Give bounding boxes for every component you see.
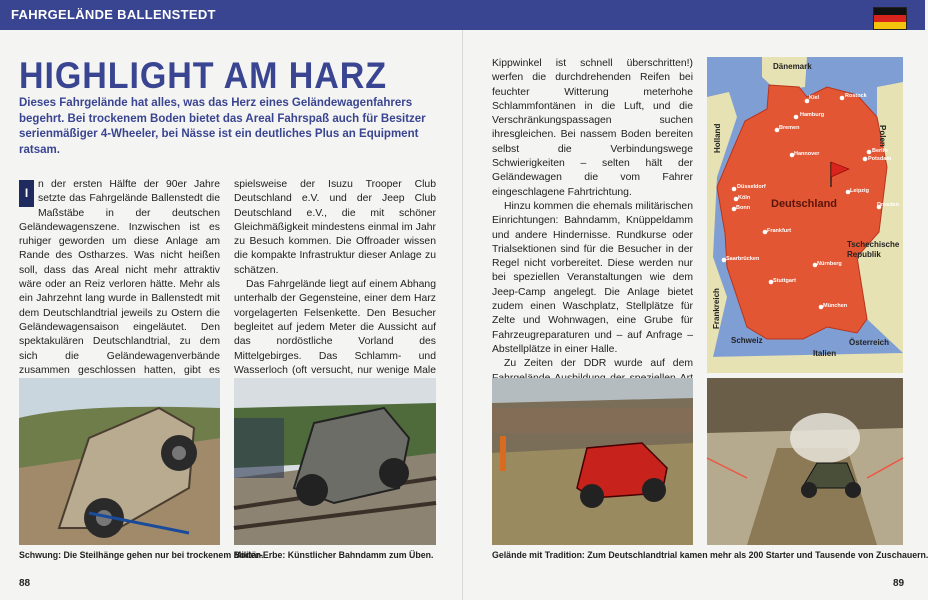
section-title: FAHRGELÄNDE BALLENSTEDT	[11, 7, 216, 22]
page-number-left: 88	[19, 578, 31, 589]
map-label-tschechische-republik: Tschechische Republik	[847, 240, 900, 259]
map-city-label: Dresden	[877, 202, 900, 208]
text-column-3	[492, 57, 693, 373]
map-city-label: Bonn	[736, 205, 751, 211]
photo-railway-embankment	[234, 378, 436, 545]
map-label-schweiz: Schweiz	[731, 336, 763, 345]
map-city-label: Rostock	[845, 93, 867, 99]
map-label-frankreich: Frankreich	[712, 288, 721, 329]
map-city-label: Stuttgart	[773, 278, 796, 284]
photo-steep-slope	[19, 378, 220, 545]
map-label-italien: Italien	[813, 349, 837, 358]
article-headline: HIGHLIGHT AM HARZ	[19, 55, 387, 96]
map-graphic	[707, 57, 903, 373]
photo-red-jeep-trial	[492, 378, 693, 545]
map-city-label: Köln	[738, 195, 751, 201]
paragraph: Hinzu kommen die ehemals militärischen Einrichtungen: Bahndamm, Knüppeldamm und andere Hindernisse. Rundkurse oder Trialsektionen sind für die Besucher in der Regel nicht vorbereitet. Diese werden nur bei speziellen Veranstaltungen wie dem Jeep-Camp angelegt. Die Anlage bietet zudem einen Waschplatz, Stellplätze für Zelte und Wohnwagen, eine Grube für Fahrzeugreparaturen und – auf Anfrage – Abstellplätze in einer Halle.	[492, 200, 693, 355]
germany-flag-icon	[873, 7, 907, 30]
map-city-label: Hamburg	[800, 112, 825, 118]
paragraph: Kippwinkel ist schnell überschritten!) werfen die durchdrehenden Reifen bei feuchter Witterung meterhohe Schlammfontänen in die Luft, und die Verschränkungspassagen suchen ihresgleichen. Bei nassem Boden bereiten selbst die Verbindungswege Schwierigkeiten – selten hält der Geländewagen die vom Fahrer eingeschlagene Fahrtrichtung.	[492, 58, 693, 198]
paragraph: spielsweise der Isuzu Trooper Club Deutschland e.V. und der Jeep Club Deutschland e.V., die mit schöner Gleichmäßigkeit mindestens einmal im Jahr zu Besuch kommen. Die Offroader wissen die kompakte Infrastruktur dieser Anlage zu schätzen.	[234, 179, 436, 276]
map-label-polen: Polen	[878, 125, 887, 147]
article-lead: Dieses Fahrgelände hat alles, was das Herz eines Geländewagenfahrers begehrt. Bei trockenem Boden bietet das Areal Fahrspaß auch für Besitzer serienmäßiger 4-Wheeler, bei Nässe ist ein deutliches Plus an Equipment ratsam.	[19, 97, 426, 156]
map-city-label: Potsdam	[868, 156, 892, 162]
map-label-oesterreich: Österreich	[849, 338, 890, 347]
map-city-label: Berlin	[872, 148, 888, 154]
map-city-label: Saarbrücken	[726, 256, 760, 262]
page-number-right: 89	[893, 578, 905, 589]
map-city-label: Bremen	[779, 125, 800, 131]
map-label-daenemark: Dänemark	[773, 62, 812, 71]
page-spine	[462, 30, 463, 600]
map-city-label: München	[823, 303, 848, 309]
text-column-2	[234, 178, 436, 376]
photo-caption: Schwung: Die Steilhänge gehen nur bei trockenem Boden.	[19, 550, 264, 560]
map-city-label: Nürnberg	[817, 261, 842, 267]
paragraph: Zu Zeiten der DDR wurde auf dem	[504, 358, 693, 370]
section-header-bar	[0, 0, 925, 30]
map-city-label: Hannover	[794, 151, 820, 157]
map-city-label: Kiel	[809, 95, 820, 101]
map-label-holland: Holland	[713, 123, 722, 153]
map-city-label: Leipzig	[850, 188, 869, 194]
map-label-deutschland: Deutschland	[771, 198, 838, 210]
map-city-label: Düsseldorf	[737, 184, 766, 190]
paragraph: I n der ersten Hälfte der 90er Jahre setzte das Fahrgelände Ballenstedt die Maßstäbe in der deutschen Geländewagenszene. Inzwischen ist es ruhiger geworden um diese Anlage am Rande des Ostharzes. Was nicht heißen soll, dass das Areal nicht mehr attraktiv wäre oder an Reiz verloren hätte. Mehr als ein Jahrzehnt lang wurde in Ballenstedt mit dem Deutschlandtrial jeweils zu Ostern die Geländewagensaison eingeläutet. Den spektakulären Deutschlandtrial, zu dem sich die Geländewagenverbände zusammen geschlossen hatten, gibt es	[19, 179, 220, 376]
photo-caption: Militär-Erbe: Künstlicher Bahndamm zum Üben.	[234, 550, 434, 560]
text-column-1	[19, 178, 220, 376]
paragraph: Das Fahrgelände liegt auf einem Abhang unterhalb der Gegensteine, einer dem Harz vorgelagerten Felsenkette. Den Besucher begleitet auf jedem Meter die Aussicht auf das nordöstliche Vorland des Mittelgebirges. Das Schlamm- und Wasserloch (oft versucht, nur wenige Male	[234, 279, 436, 376]
photo-spectators-splash	[707, 378, 903, 545]
photo-caption: Gelände mit Tradition: Zum Deutschlandtrial kamen mehr als 200 Starter und Tausende von Zuschauern.	[492, 550, 928, 560]
drop-cap: I	[19, 180, 34, 207]
map-city-label: Frankfurt	[767, 228, 792, 234]
germany-location-map	[707, 57, 903, 373]
